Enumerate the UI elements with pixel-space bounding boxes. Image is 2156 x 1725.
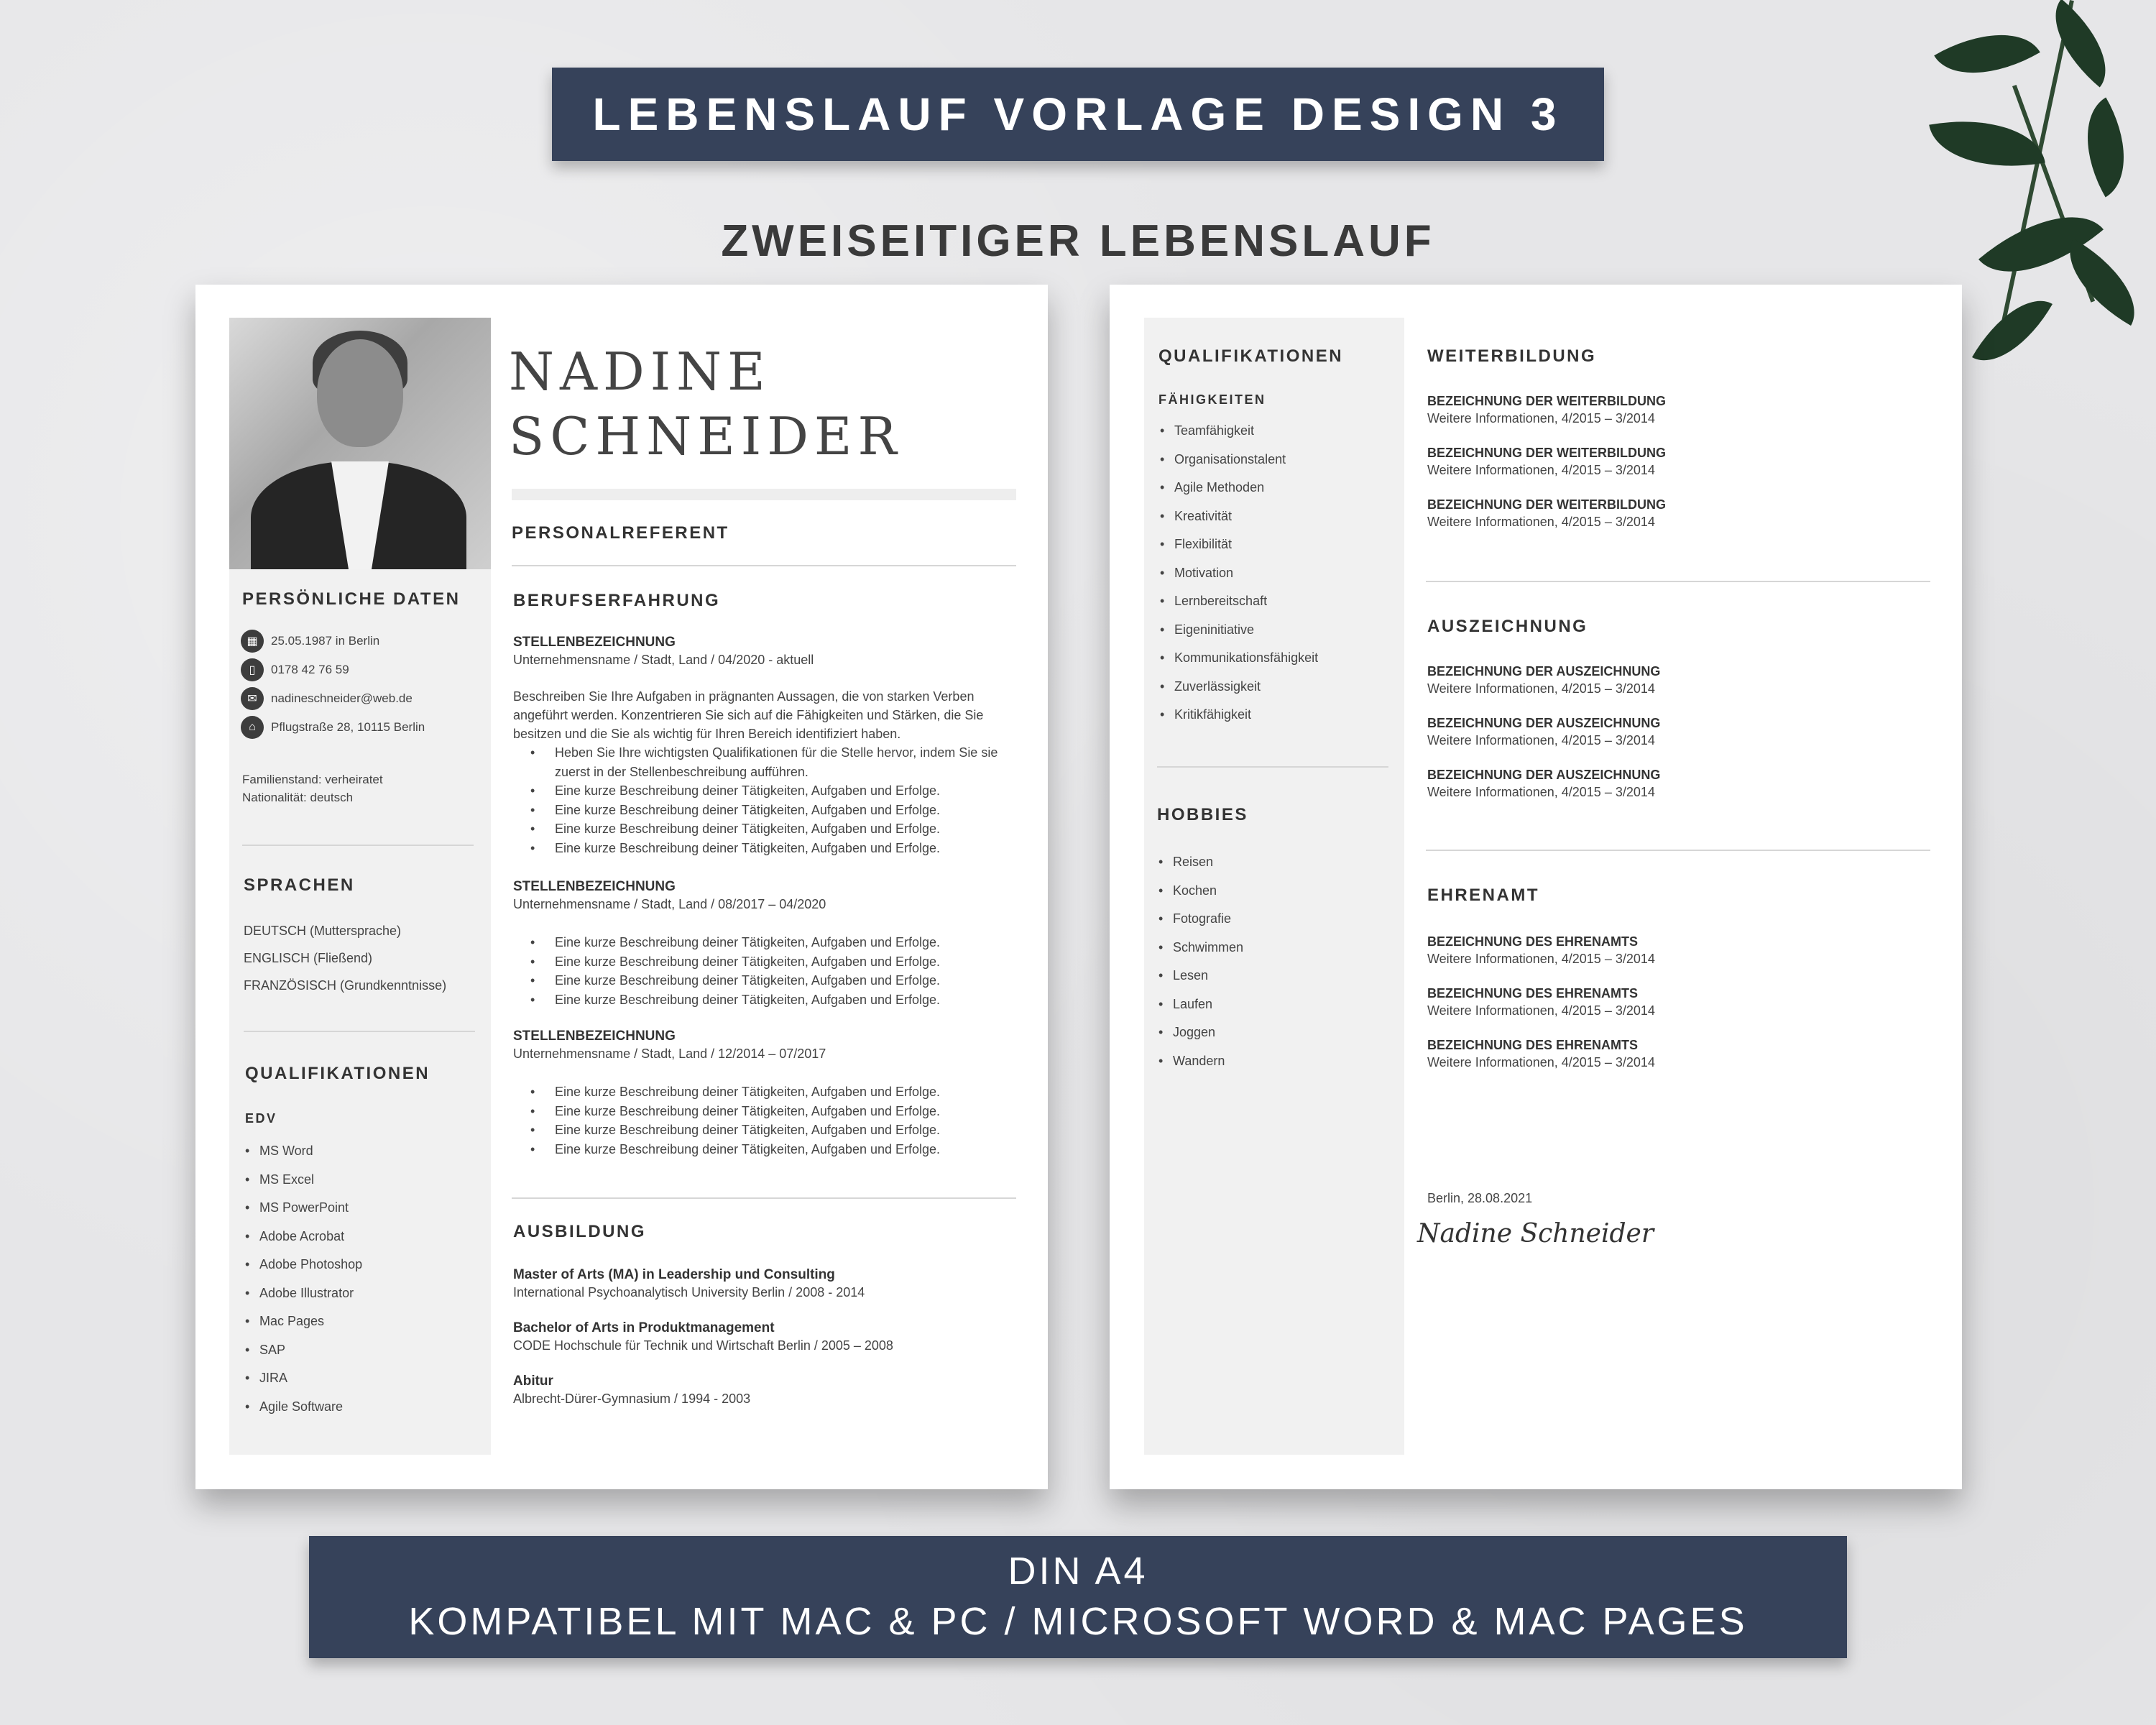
resume-page-2: [1110, 285, 1962, 1489]
list-item: • Lernbereitschaft: [1158, 587, 1318, 616]
list-item: • Adobe Photoshop: [244, 1251, 362, 1279]
place-date: Berlin, 28.08.2021: [1427, 1191, 1533, 1205]
list-item: • Adobe Acrobat: [244, 1223, 362, 1251]
list-item: • Schwimmen: [1157, 934, 1243, 962]
home-icon: ⌂: [241, 716, 264, 739]
skills-list: [1158, 417, 1318, 730]
list-item: • Flexibilität: [1158, 530, 1318, 559]
list-item: • Eine kurze Beschreibung deiner Tätigkeiten, Aufgaben und Erfolge.: [513, 1082, 1016, 1102]
award-item: BEZEICHNUNG DER AUSZEICHNUNG Weitere Informationen, 4/2015 – 3/2014: [1427, 664, 1661, 696]
job-sub: Unternehmensname / Stadt, Land / 12/2014 – 07/2017: [513, 1046, 826, 1061]
job-title: STELLENBEZEICHNUNG: [513, 635, 676, 650]
calendar-icon: ▦: [241, 630, 264, 653]
job-sub: Unternehmensname / Stadt, Land / 08/2017 – 04/2020: [513, 897, 826, 911]
education-item: Bachelor of Arts in Produktmanagement CODE Hochschule für Technik und Wirtschaft Berlin / 2005 – 2008: [513, 1320, 893, 1353]
mail-icon: ✉: [241, 687, 264, 710]
edv-list: [244, 1137, 362, 1421]
list-item: • Agile Software: [244, 1393, 362, 1422]
signature: Nadine Schneider: [1417, 1219, 1654, 1248]
contact-phone: ▯ 0178 42 76 59: [241, 656, 425, 684]
list-item: • Eine kurze Beschreibung deiner Tätigkeiten, Aufgaben und Erfolge.: [513, 1140, 1016, 1159]
list-item: • Eine kurze Beschreibung deiner Tätigkeiten, Aufgaben und Erfolge.: [513, 801, 1016, 820]
list-item: • Kreativität: [1158, 502, 1318, 531]
profile-photo: [229, 318, 491, 569]
volunteer-item: BEZEICHNUNG DES EHRENAMTS Weitere Informationen, 4/2015 – 3/2014: [1427, 986, 1655, 1018]
experience-title: BERUFSERFAHRUNG: [513, 591, 721, 610]
skills-section-title: QUALIFIKATIONEN: [1158, 346, 1344, 366]
list-item: • Zuverlässigkeit: [1158, 673, 1318, 702]
language-item: DEUTSCH (Muttersprache): [244, 924, 402, 938]
job-bullets: [513, 933, 1016, 1009]
list-item: • Kommunikationsfähigkeit: [1158, 644, 1318, 673]
list-item: • Eine kurze Beschreibung deiner Tätigkeiten, Aufgaben und Erfolge.: [513, 933, 1016, 952]
role-title: PERSONALREFERENT: [512, 523, 729, 543]
sidebar-left: [1144, 318, 1404, 1455]
list-item: • Eine kurze Beschreibung deiner Tätigkeiten, Aufgaben und Erfolge.: [513, 1121, 1016, 1140]
qualifications-title: QUALIFIKATIONEN: [245, 1064, 430, 1083]
bottom-banner: [309, 1536, 1847, 1658]
training-item: BEZEICHNUNG DER WEITERBILDUNG Weitere Informationen, 4/2015 – 3/2014: [1427, 394, 1666, 426]
job-description: Beschreiben Sie Ihre Aufgaben in prägnanten Aussagen, die von starken Verben angeführt werden. Konzentrieren Sie sich auf die Fähigkeiten und Stärken, die Sie besitzen und die Sie als wichtig für Ihren Bereich identifiziert haben.: [513, 689, 984, 741]
list-item: • Eine kurze Beschreibung deiner Tätigkeiten, Aufgaben und Erfolge.: [513, 819, 1016, 839]
contact-list: [241, 627, 425, 742]
list-item: • Organisationstalent: [1158, 446, 1318, 474]
job-sub: Unternehmensname / Stadt, Land / 04/2020 - aktuell: [513, 653, 814, 667]
training-item: BEZEICHNUNG DER WEITERBILDUNG Weitere Informationen, 4/2015 – 3/2014: [1427, 497, 1666, 529]
personal-data-title: PERSÖNLICHE DATEN: [242, 589, 461, 609]
list-item: • Lesen: [1157, 962, 1243, 990]
volunteer-item: BEZEICHNUNG DES EHRENAMTS Weitere Informationen, 4/2015 – 3/2014: [1427, 934, 1655, 966]
job-title: STELLENBEZEICHNUNG: [513, 879, 676, 894]
languages-list: [244, 917, 446, 999]
list-item: • Motivation: [1158, 559, 1318, 588]
contact-address: ⌂ Pflugstraße 28, 10115 Berlin: [241, 713, 425, 742]
list-item: • Agile Methoden: [1158, 474, 1318, 502]
job-1: [513, 634, 1016, 857]
volunteer-item: BEZEICHNUNG DES EHRENAMTS Weitere Informationen, 4/2015 – 3/2014: [1427, 1038, 1655, 1070]
contact-birth: ▦ 25.05.1987 in Berlin: [241, 627, 425, 656]
list-item: • Eine kurze Beschreibung deiner Tätigkeiten, Aufgaben und Erfolge.: [513, 952, 1016, 972]
award-item: BEZEICHNUNG DER AUSZEICHNUNG Weitere Informationen, 4/2015 – 3/2014: [1427, 716, 1661, 748]
education-item: Abitur Albrecht-Dürer-Gymnasium / 1994 - 2003: [513, 1374, 751, 1406]
list-item: • SAP: [244, 1336, 362, 1365]
job-3: [513, 1028, 1016, 1159]
bottom-banner-line2: KOMPATIBEL MIT MAC & PC / MICROSOFT WORD & MAC PAGES: [408, 1600, 1748, 1643]
skills-subtitle: FÄHIGKEITEN: [1158, 392, 1266, 407]
volunteer-title: EHRENAMT: [1427, 886, 1539, 905]
list-item: • Heben Sie Ihre wichtigsten Qualifikationen für die Stelle hervor, indem Sie sie zuerst in der Stellenbeschreibung aufführen.: [513, 743, 1016, 781]
bottom-banner-line1: DIN A4: [1008, 1550, 1148, 1593]
nationality: Nationalität: deutsch: [242, 791, 354, 804]
list-item: • Laufen: [1157, 990, 1243, 1019]
list-item: • Eine kurze Beschreibung deiner Tätigkeiten, Aufgaben und Erfolge.: [513, 990, 1016, 1010]
list-item: • Wandern: [1157, 1047, 1243, 1076]
volunteer-list: [1427, 933, 1930, 1071]
training-list: [1427, 392, 1930, 530]
list-item: • Eine kurze Beschreibung deiner Tätigkeiten, Aufgaben und Erfolge.: [513, 781, 1016, 801]
divider: [1426, 581, 1930, 582]
title-banner: LEBENSLAUF VORLAGE DESIGN 3: [552, 68, 1604, 161]
awards-title: AUSZEICHNUNG: [1427, 617, 1588, 636]
list-item: • Mac Pages: [244, 1307, 362, 1336]
education-title: AUSBILDUNG: [513, 1222, 646, 1241]
name-first: NADINE: [509, 341, 771, 402]
education-item: Master of Arts (MA) in Leadership und Consulting International Psychoanalytisch University Berlin / 2008 - 2014: [513, 1267, 865, 1300]
list-item: • Adobe Illustrator: [244, 1279, 362, 1308]
list-item: • Eine kurze Beschreibung deiner Tätigkeiten, Aufgaben und Erfolge.: [513, 839, 1016, 858]
name-last: SCHNEIDER: [509, 406, 903, 466]
training-title: WEITERBILDUNG: [1427, 346, 1597, 366]
language-item: FRANZÖSISCH (Grundkenntnisse): [244, 978, 447, 993]
job-2: [513, 878, 1016, 1009]
hobbies-list: [1157, 848, 1243, 1075]
awards-list: [1427, 663, 1930, 801]
subheading: ZWEISEITIGER LEBENSLAUF: [721, 216, 1435, 266]
hobbies-title: HOBBIES: [1157, 805, 1248, 824]
education-list: [513, 1266, 1016, 1407]
family-status: Familienstand: verheiratet: [242, 773, 383, 786]
edv-subtitle: EDV: [245, 1111, 277, 1126]
divider: [512, 1197, 1016, 1199]
list-item: • Teamfähigkeit: [1158, 417, 1318, 446]
list-item: • Kochen: [1157, 877, 1243, 906]
name-bar: [512, 489, 1016, 500]
list-item: • MS Word: [244, 1137, 362, 1166]
list-item: • Kritikfähigkeit: [1158, 701, 1318, 730]
divider: [512, 565, 1016, 566]
sidebar-left: [229, 318, 491, 1455]
job-bullets: [513, 743, 1016, 857]
divider: [1157, 766, 1388, 768]
list-item: • Eine kurze Beschreibung deiner Tätigkeiten, Aufgaben und Erfolge.: [513, 1102, 1016, 1121]
job-title: STELLENBEZEICHNUNG: [513, 1029, 676, 1044]
language-item: ENGLISCH (Fließend): [244, 951, 373, 965]
job-bullets: [513, 1082, 1016, 1159]
list-item: • MS Excel: [244, 1166, 362, 1195]
list-item: • Fotografie: [1157, 905, 1243, 934]
award-item: BEZEICHNUNG DER AUSZEICHNUNG Weitere Informationen, 4/2015 – 3/2014: [1427, 768, 1661, 799]
divider: [1426, 850, 1930, 851]
list-item: • Joggen: [1157, 1018, 1243, 1047]
list-item: • Eigeninitiative: [1158, 616, 1318, 645]
list-item: • MS PowerPoint: [244, 1194, 362, 1223]
list-item: • Eine kurze Beschreibung deiner Tätigkeiten, Aufgaben und Erfolge.: [513, 971, 1016, 990]
training-item: BEZEICHNUNG DER WEITERBILDUNG Weitere Informationen, 4/2015 – 3/2014: [1427, 446, 1666, 477]
divider: [244, 1031, 475, 1032]
divider: [242, 845, 474, 846]
list-item: • JIRA: [244, 1364, 362, 1393]
phone-icon: ▯: [241, 658, 264, 681]
contact-email: ✉ nadineschneider@web.de: [241, 684, 425, 713]
resume-page-1: [195, 285, 1048, 1489]
list-item: • Reisen: [1157, 848, 1243, 877]
languages-title: SPRACHEN: [244, 875, 355, 895]
